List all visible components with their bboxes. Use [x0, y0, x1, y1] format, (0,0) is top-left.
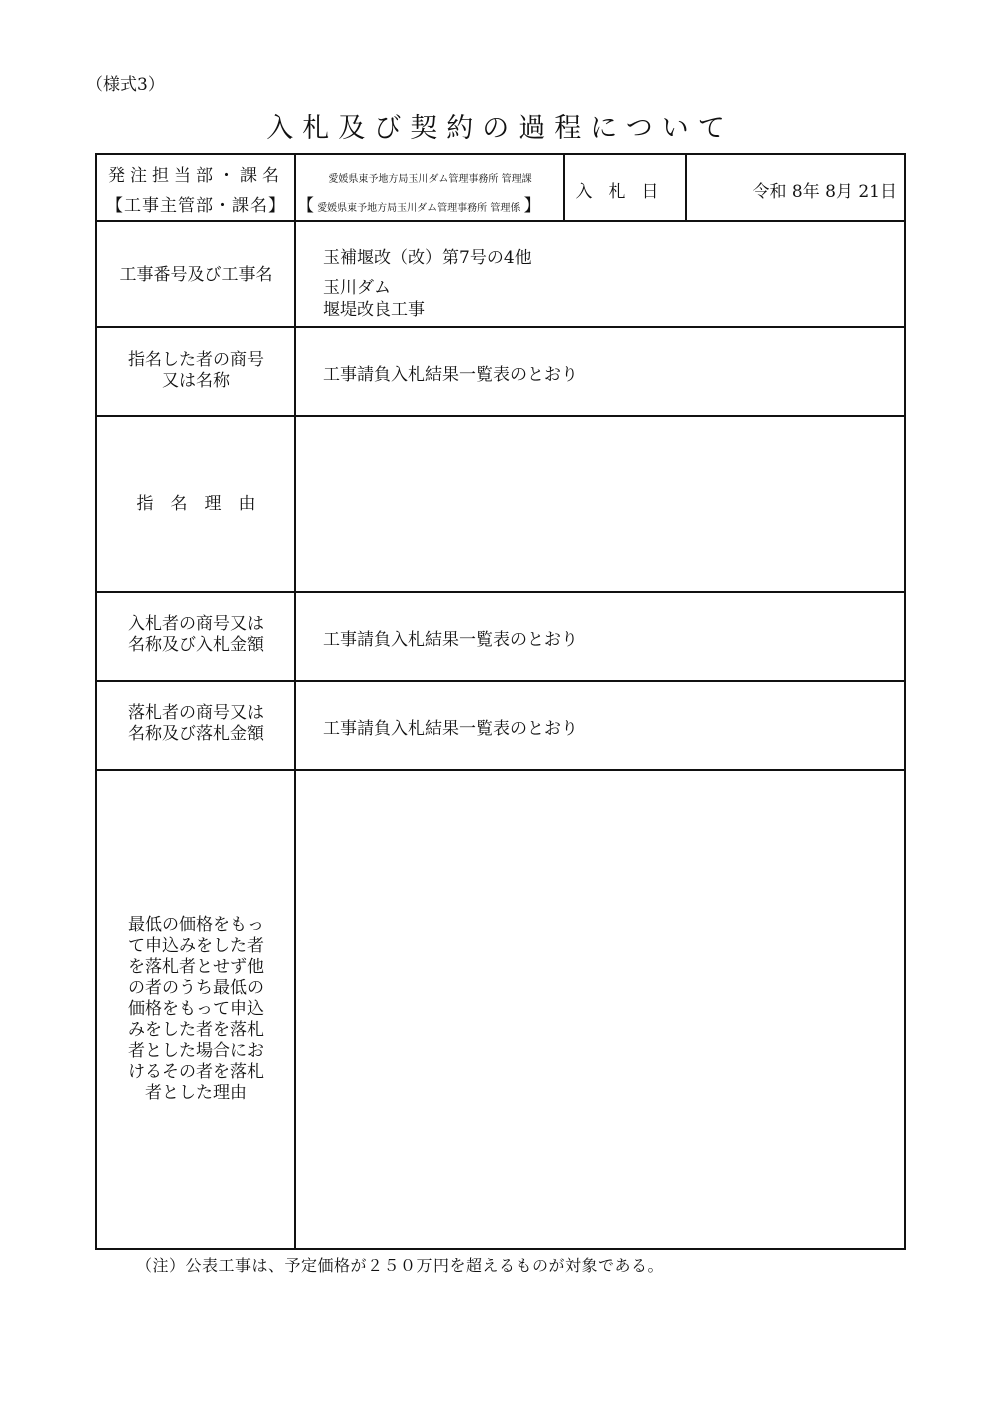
project-label: 工事番号及び工事名 — [119, 265, 273, 285]
nominees-label-line1: 指名した者の商号 — [128, 350, 264, 370]
winner-label-line1: 落札者の商号又は — [128, 703, 264, 723]
bracket-open: 【 — [297, 196, 314, 216]
footnote: （注）公表工事は、予定価格が２５０万円を超えるものが対象である。 — [136, 1256, 665, 1275]
winner-label — [97, 703, 295, 745]
exception-label-line: けるその者を落札 — [128, 1062, 264, 1082]
exception-label-line: 者とした場合にお — [128, 1041, 264, 1061]
dept-value-line2: 愛媛県東予地方局玉川ダム管理事務所 管理係 — [317, 203, 521, 214]
form-table — [95, 153, 906, 1250]
project-name — [323, 277, 425, 321]
winner-label-line2: 名称及び落札金額 — [128, 724, 264, 744]
exception-label-line: を落札者とせず他 — [128, 957, 264, 977]
exception-label-line: の者のうち最低の — [128, 978, 264, 998]
row-divider — [97, 769, 904, 771]
row-divider — [97, 680, 904, 682]
exception-label — [97, 915, 295, 1104]
bracket-close: 】 — [523, 196, 541, 216]
bid-date-value: 令和 8年 8月 21日 — [752, 182, 897, 202]
dept-value — [297, 167, 563, 222]
dept-label-line1: 発注担当部・課名 — [108, 166, 284, 186]
exception-label-line: 者とした理由 — [145, 1083, 247, 1103]
dept-value-line2-wrapper — [297, 193, 563, 222]
winner-value: 工事請負入札結果一覧表のとおり — [323, 719, 578, 739]
row-divider — [97, 415, 904, 417]
row-divider — [97, 326, 904, 328]
bidders-label — [97, 614, 295, 656]
exception-label-line: 最低の価格をもっ — [128, 915, 264, 935]
bidders-label-line2: 名称及び入札金額 — [128, 635, 264, 655]
row-divider — [97, 591, 904, 593]
bidders-label-line1: 入札者の商号又は — [128, 614, 264, 634]
form-number: （様式3） — [86, 75, 165, 95]
nominees-label — [97, 350, 295, 392]
dept-value-line1: 愛媛県東予地方局玉川ダム管理事務所 管理課 — [328, 174, 532, 185]
document-title: 入札及び契約の過程について — [266, 113, 734, 144]
project-name-line2: 堰堤改良工事 — [323, 300, 425, 320]
project-name-line1: 玉川ダム — [323, 278, 391, 298]
reason-label: 指 名 理 由 — [136, 494, 256, 514]
nominees-label-line2: 又は名称 — [162, 371, 230, 391]
dept-label-line2: 【工事主管部・課名】 — [106, 196, 286, 216]
dept-label — [97, 161, 295, 221]
exception-label-line: て申込みをした者 — [128, 936, 264, 956]
exception-label-line: みをした者を落札 — [128, 1020, 264, 1040]
bidders-value: 工事請負入札結果一覧表のとおり — [323, 630, 578, 650]
project-number: 玉補堰改（改）第7号の4他 — [323, 248, 532, 268]
nominees-value: 工事請負入札結果一覧表のとおり — [323, 365, 578, 385]
bid-date-label: 入札日 — [575, 182, 675, 202]
exception-label-line: 価格をもって申込 — [128, 999, 264, 1019]
